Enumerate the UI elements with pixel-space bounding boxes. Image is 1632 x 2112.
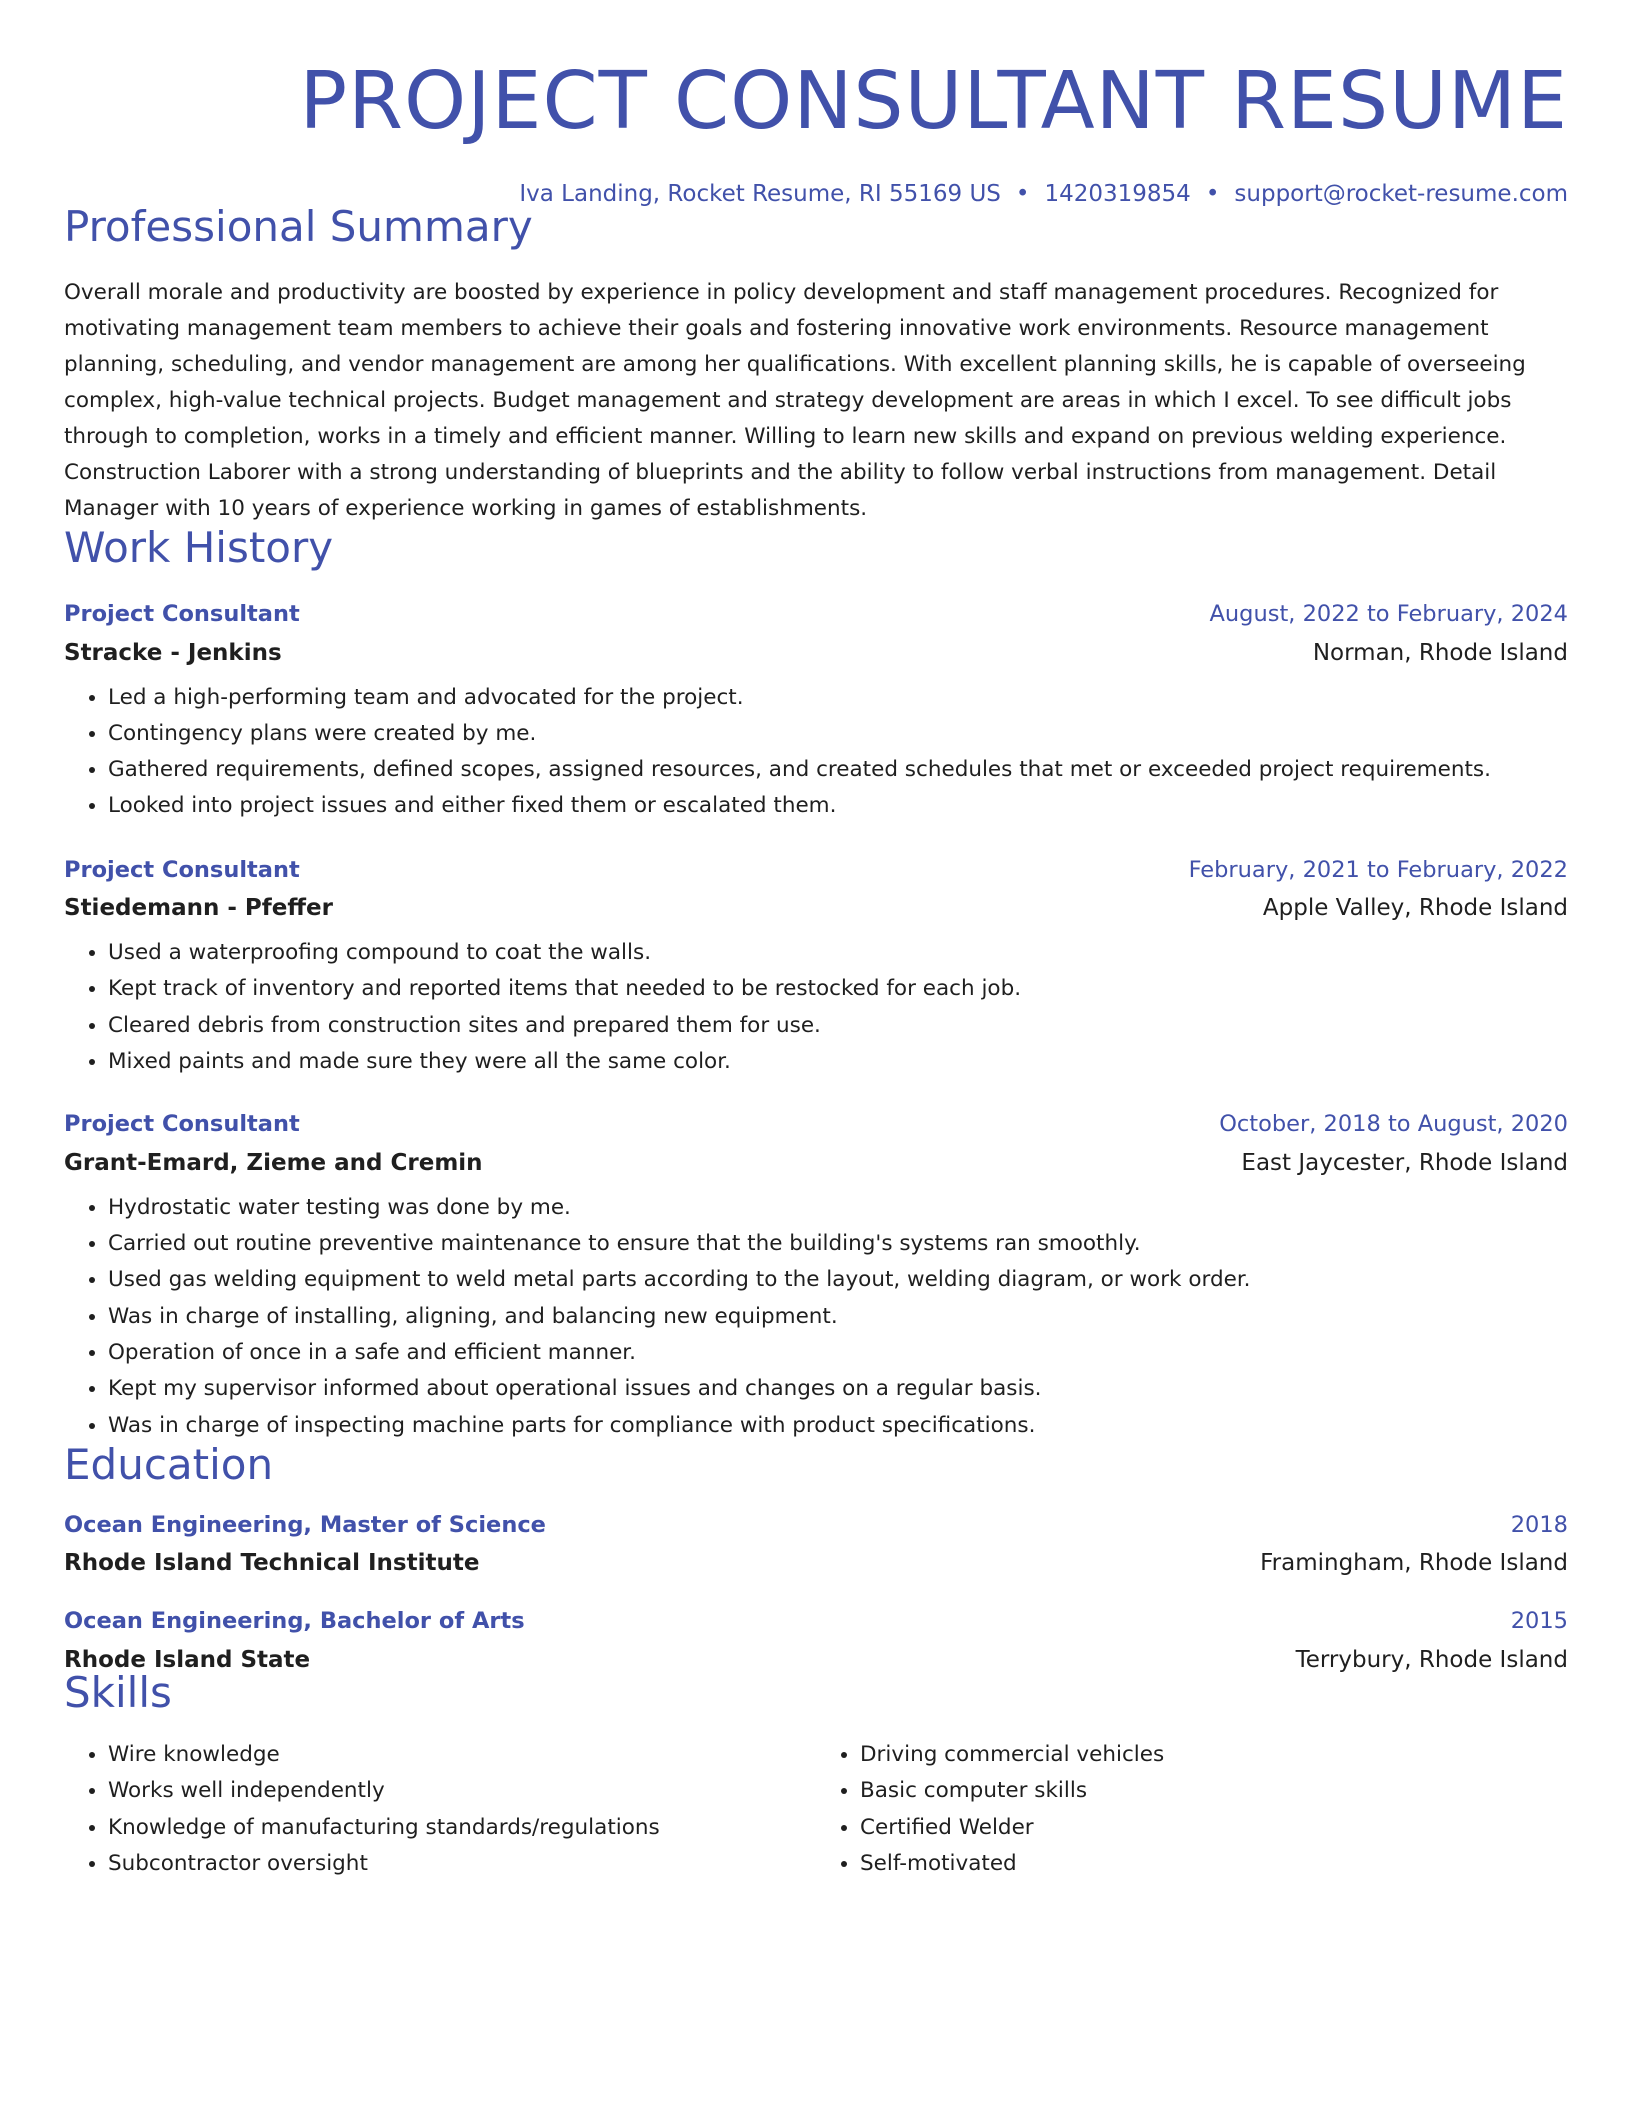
skills-list-left xyxy=(64,1737,816,1882)
education-school: Rhode Island Technical Institute xyxy=(64,1550,480,1577)
education-degree: Ocean Engineering, Bachelor of Arts xyxy=(64,1608,525,1635)
skill-item: • Basic computer skills xyxy=(860,1773,1568,1809)
education-location: Framingham, Rhode Island xyxy=(1260,1550,1568,1577)
education-header-row xyxy=(64,1511,1568,1538)
contact-address: Iva Landing, Rocket Resume, RI 55169 US xyxy=(519,181,1001,207)
education-year: 2018 xyxy=(1510,1511,1568,1538)
job-entry xyxy=(64,603,1568,825)
education-school-row xyxy=(64,1646,1568,1673)
education-year: 2015 xyxy=(1510,1608,1568,1635)
job-role: Project Consultant xyxy=(64,1111,300,1138)
job-entry xyxy=(64,1113,1568,1444)
skill-item: • Wire knowledge xyxy=(108,1737,816,1773)
education-school: Rhode Island State xyxy=(64,1646,311,1673)
job-dates: August, 2022 to February, 2024 xyxy=(1209,601,1568,627)
job-dates: February, 2021 to February, 2022 xyxy=(1188,856,1568,883)
contact-phone: 1420319854 xyxy=(1044,181,1191,207)
resume-header xyxy=(64,55,1568,207)
job-role: Project Consultant xyxy=(64,601,300,627)
skills-grid xyxy=(64,1737,1568,1882)
job-dates: October, 2018 to August, 2020 xyxy=(1219,1111,1568,1138)
education-school-row xyxy=(64,1552,1568,1575)
job-bullet: • Operation of once in a safe and efficient manner. xyxy=(108,1335,1568,1371)
job-location: Norman, Rhode Island xyxy=(1312,639,1568,666)
summary-text: Overall morale and productivity are boosted by experience in policy development and staff management procedures. Recognized for motivating management team members to achieve their goals and fostering innovative work environments. Resource management planning, scheduling, and vendor management are among her qualifications. With excellent planning skills, he is capable of overseeing complex, high-value technical projects. Budget management and strategy development are areas in which I excel. To see difficult jobs through to completion, works in a timely and efficient manner. Willing to learn new skills and expand on previous welding experience. Construction Laborer with a strong understanding of blueprints and the ability to follow verbal instructions from management. Detail Manager with 10 years of experience working in games of establishments. xyxy=(64,280,1526,521)
job-header-row xyxy=(64,603,1568,626)
contact-separator: • xyxy=(1015,181,1030,207)
contact-email: support@rocket-resume.com xyxy=(1234,181,1568,207)
summary-heading: Professional Summary xyxy=(64,202,533,251)
job-bullet: • Gathered requirements, defined scopes, assigned resources, and created schedules that met or exceeded project requirements. xyxy=(108,752,1568,788)
job-bullets xyxy=(64,680,1568,825)
skill-item: • Self-motivated xyxy=(860,1846,1568,1882)
education-location: Terrybury, Rhode Island xyxy=(1295,1646,1568,1673)
education-heading: Education xyxy=(64,1439,274,1489)
job-bullet: • Used gas welding equipment to weld metal parts according to the layout, welding diagram, or work order. xyxy=(108,1262,1568,1298)
job-header-row xyxy=(64,856,1568,883)
education-header-row xyxy=(64,1610,1568,1633)
job-bullet: • Contingency plans were created by me. xyxy=(108,716,1568,752)
skill-item: • Knowledge of manufacturing standards/regulations xyxy=(108,1810,816,1846)
job-bullet: • Mixed paints and made sure they were all the same color. xyxy=(108,1044,1568,1080)
job-company-row xyxy=(64,639,1568,666)
skills-list-right xyxy=(816,1737,1568,1882)
skill-item: • Driving commercial vehicles xyxy=(860,1737,1568,1773)
job-bullet: • Was in charge of inspecting machine parts for compliance with product specifications. xyxy=(108,1408,1568,1444)
job-bullet: • Looked into project issues and either fixed them or escalated them. xyxy=(108,788,1568,824)
job-header-row xyxy=(64,1113,1568,1136)
job-location: Apple Valley, Rhode Island xyxy=(1262,895,1568,922)
education-entry xyxy=(64,1511,1568,1577)
job-company: Stiedemann - Pfeffer xyxy=(64,895,333,922)
job-company-row xyxy=(64,897,1568,920)
contact-separator: • xyxy=(1205,181,1220,207)
skill-item: • Works well independently xyxy=(108,1773,816,1809)
job-bullet: • Was in charge of installing, aligning, and balancing new equipment. xyxy=(108,1299,1568,1335)
job-bullets xyxy=(64,1190,1568,1444)
job-bullet: • Used a waterproofing compound to coat the walls. xyxy=(108,935,1568,971)
skill-item: • Subcontractor oversight xyxy=(108,1846,816,1882)
job-bullet: • Kept my supervisor informed about operational issues and changes on a regular basis. xyxy=(108,1371,1568,1407)
job-company: Stracke - Jenkins xyxy=(64,639,282,666)
work-history-heading: Work History xyxy=(64,523,334,572)
job-bullet: • Kept track of inventory and reported items that needed to be restocked for each job. xyxy=(108,971,1568,1007)
resume-title: PROJECT CONSULTANT RESUME xyxy=(299,55,1568,147)
job-bullet: • Cleared debris from construction sites and prepared them for use. xyxy=(108,1008,1568,1044)
job-bullet: • Hydrostatic water testing was done by me. xyxy=(108,1190,1568,1226)
job-location: East Jaycester, Rhode Island xyxy=(1241,1149,1568,1176)
education-entry xyxy=(64,1610,1568,1672)
job-company: Grant-Emard, Zieme and Cremin xyxy=(64,1149,483,1176)
skills-heading: Skills xyxy=(64,1667,172,1717)
job-company-row xyxy=(64,1149,1568,1176)
resume-page xyxy=(64,0,1568,1882)
education-degree: Ocean Engineering, Master of Science xyxy=(64,1511,546,1538)
job-entry xyxy=(64,856,1568,1081)
skill-item: • Certified Welder xyxy=(860,1810,1568,1846)
job-bullets xyxy=(64,935,1568,1080)
job-bullet: • Carried out routine preventive maintenance to ensure that the building's systems ran smoothly. xyxy=(108,1226,1568,1262)
job-bullet: • Led a high-performing team and advocated for the project. xyxy=(108,680,1568,716)
job-role: Project Consultant xyxy=(64,856,300,883)
